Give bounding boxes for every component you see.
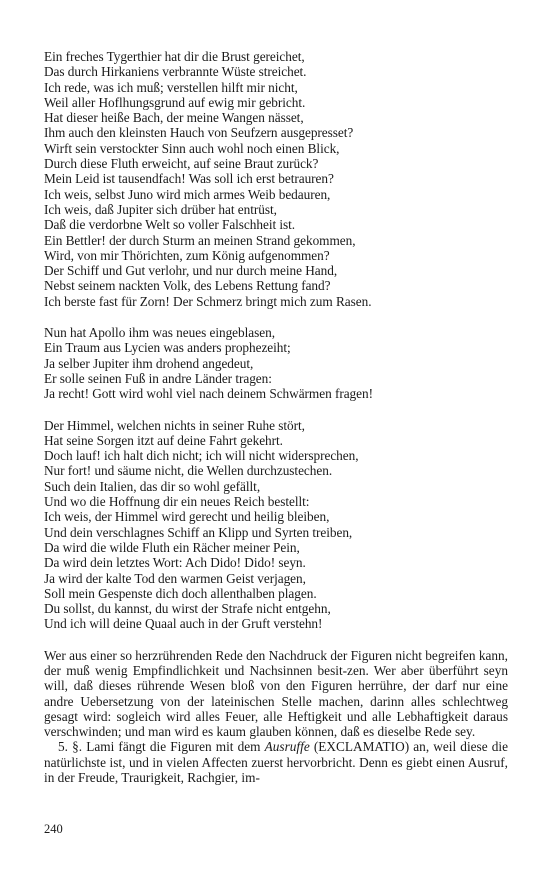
page-body (44, 49, 508, 785)
verse-line: Da wird die wilde Fluth ein Rächer meiner Pein, (44, 539, 300, 555)
verse-line: Ja selber Jupiter ihm drohend angedeut, (44, 355, 254, 371)
verse-line: Ein Traum aus Lycien was anders prophezeiht; (44, 340, 291, 356)
verse-line: Weil aller Hoflhungsgrund auf ewig mir gebricht. (44, 94, 306, 110)
verse-line: Nebst seinem nackten Volk, des Lebens Rettung fand? (44, 278, 331, 294)
verse-line: Ich rede, was ich muß; verstellen hilft mir nicht, (44, 79, 298, 95)
verse-line: Ja recht! Gott wird wohl viel nach deinem Schwärmen fragen! (44, 386, 373, 402)
verse-line: Nur fort! und säume nicht, die Wellen durchzustechen. (44, 463, 333, 479)
prose-paragraph: Wer aus einer so herzrührenden Rede den Nachdruck der Figuren nicht begreifen kann, der muß wenig Empfindlichkeit und Nachsinnen besit-zen. Wer aber überführt seyn will, daß dieses rührende Wesen bloß von den Figuren herrühre, der darf nur eine andre Uebersetzung von der lateinischen Stelle machen, darinn alles schlechtweg gesagt wird: sogleich wird alles Feuer, alle Heftigkeit und alle Lebhaftigkeit daraus verschwinden; und man wird es kaum glauben können, daß es dieselbe Rede sey. (44, 647, 508, 740)
verse-line: Der Schiff und Gut verlohr, und nur durch meine Hand, (44, 263, 338, 279)
verse-stanza-1 (44, 49, 508, 309)
verse-line: Er solle seinen Fuß in andre Länder tragen: (44, 370, 272, 386)
verse-line: Mein Leid ist tausendfach! Was soll ich erst betrauren? (44, 171, 334, 187)
verse-line: Durch diese Fluth erweicht, auf seine Braut zurück? (44, 156, 319, 172)
verse-line: Doch lauf! ich halt dich nicht; ich will nicht widersprechen, (44, 448, 359, 464)
verse-line: Daß die verdorbne Welt so voller Falschheit ist. (44, 217, 296, 233)
prose-paragraph-section-5 (44, 739, 508, 785)
verse-line: Hat seine Sorgen itzt auf deine Fahrt gekehrt. (44, 432, 283, 448)
verse-line: Ich weis, der Himmel wird gerecht und heilig bleiben, (44, 509, 330, 525)
verse-line: Da wird dein letztes Wort: Ach Dido! Dido! seyn. (44, 555, 306, 571)
verse-line: Ich weis, selbst Juno wird mich armes Weib bedauren, (44, 186, 331, 202)
verse-stanza-2 (44, 325, 508, 401)
prose-section (44, 648, 508, 786)
verse-line: Und ich will deine Quaal auch in der Gruft verstehn! (44, 616, 323, 632)
prose-text: (EXCLAMATIO) an, weil diese die natürlichste ist, und in vielen Affecten zuerst hervorbricht. Denn es giebt einen Ausruf, in der Freude, Traurigkeit, Rachgier, im- (44, 739, 509, 786)
verse-line: Du sollst, du kannst, du wirst der Strafe nicht entgehn, (44, 601, 331, 617)
verse-line: Ja wird der kalte Tod den warmen Geist verjagen, (44, 570, 306, 586)
verse-line: Soll mein Gespenste dich doch allenthalben plagen. (44, 585, 317, 601)
verse-line: Und wo die Hoffnung dir ein neues Reich bestellt: (44, 494, 310, 510)
verse-line: Das durch Hirkaniens verbrannte Wüste streichet. (44, 64, 307, 80)
verse-line: Ich berste fast für Zorn! Der Schmerz bringt mich zum Rasen. (44, 293, 372, 309)
verse-line: Wird, von mir Thörichten, zum König aufgenommen? (44, 247, 330, 263)
verse-line: Ein freches Tygerthier hat dir die Brust gereichet, (44, 49, 305, 64)
verse-line: Und dein verschlagnes Schiff an Klipp und Syrten treiben, (44, 524, 353, 540)
verse-line: Nun hat Apollo ihm was neues eingeblasen, (44, 325, 275, 341)
verse-line: Ein Bettler! der durch Sturm an meinen Strand gekommen, (44, 232, 356, 248)
verse-line: Hat dieser heiße Bach, der meine Wangen nässet, (44, 110, 304, 126)
verse-line: Wirft sein verstockter Sinn auch wohl noch einen Blick, (44, 140, 340, 156)
verse-line: Der Himmel, welchen nichts in seiner Ruhe stört, (44, 417, 305, 433)
verse-line: Such dein Italien, das dir so wohl gefällt, (44, 478, 261, 494)
verse-line: Ich weis, daß Jupiter sich drüber hat entrüst, (44, 201, 277, 217)
prose-text: 5. §. Lami fängt die Figuren mit dem (58, 739, 265, 755)
emphasized-term: Ausruffe (264, 739, 310, 755)
page-number: 240 (44, 822, 63, 836)
verse-stanza-3 (44, 418, 508, 632)
verse-line: Ihm auch den kleinsten Hauch von Seufzern ausgepresset? (44, 125, 354, 141)
